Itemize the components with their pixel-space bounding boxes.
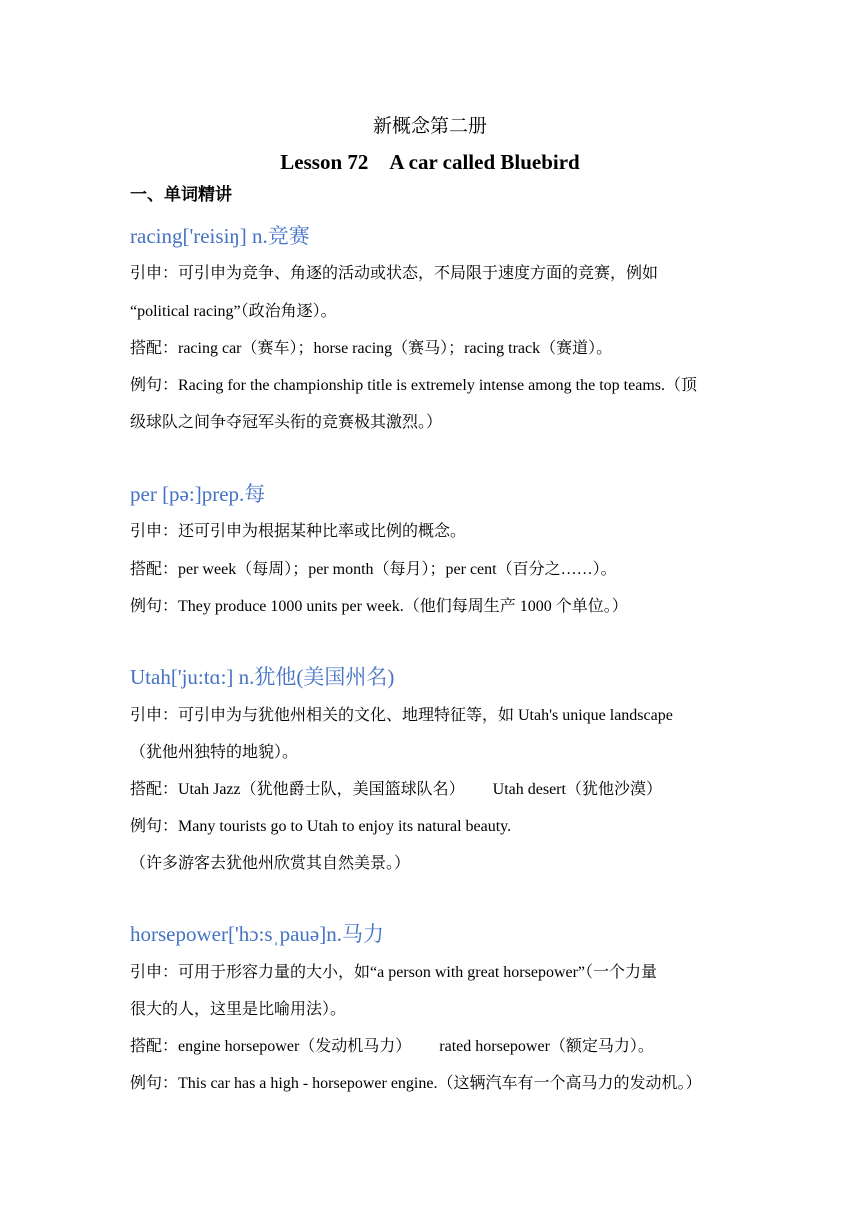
utah-example-line-2: （许多游客去犹他州欣赏其自然美景。） <box>130 855 411 872</box>
utah-collocation-part-1: 搭配：Utah Jazz（犹他爵士队，美国篮球队名） <box>130 781 465 798</box>
utah-extension-line-2: （犹他州独特的地貌）。 <box>130 744 299 761</box>
horsepower-collocation-part-1: 搭配：engine horsepower（发动机马力） <box>130 1038 412 1055</box>
racing-example-line-1: 例句：Racing for the championship title is extremely intense among the top teams.（顶 <box>130 377 697 394</box>
per-extension: 引申：还可引申为根据某种比率或比例的概念。 <box>130 523 467 540</box>
headword-racing: racing['reisiŋ] n.竞赛 <box>130 224 310 248</box>
horsepower-collocation-part-2: rated horsepower（额定马力）。 <box>439 1038 654 1055</box>
racing-collocation: 搭配：racing car（赛车）；horse racing（赛马）；racing track（赛道）。 <box>130 340 613 357</box>
horsepower-example: 例句：This car has a high - horsepower engine.（这辆汽车有一个高马力的发动机。） <box>130 1075 702 1092</box>
utah-extension-line-1: 引申：可引申为与犹他州相关的文化、地理特征等，如 Utah's unique landscape <box>130 707 673 724</box>
headword-utah: Utah['ju:tɑ:] n.犹他(美国州名) <box>130 665 395 689</box>
horsepower-collocation <box>130 1036 740 1058</box>
headword-per: per [pə:]prep.每 <box>130 482 266 506</box>
racing-example-line-2: 级球队之间争夺冠军头衔的竞赛极其激烈。） <box>130 414 443 431</box>
headword-horsepower: horsepower['hɔ:sˌpauə]n.马力 <box>130 922 384 946</box>
per-example: 例句：They produce 1000 units per week.（他们每周生产 1000 个单位。） <box>130 598 628 615</box>
per-collocation: 搭配：per week（每周）；per month（每月）；per cent（百分之……）。 <box>130 561 617 578</box>
utah-example-line-1: 例句：Many tourists go to Utah to enjoy its natural beauty. <box>130 818 512 835</box>
section-heading: 一、单词精讲 <box>130 185 232 204</box>
book-title: 新概念第二册 <box>372 116 487 137</box>
racing-extension-line-2: “political racing”（政治角逐）。 <box>130 303 337 320</box>
utah-collocation <box>130 779 740 801</box>
racing-extension-line-1: 引申：可引申为竞争、角逐的活动或状态，不局限于速度方面的竞赛，例如 <box>130 265 659 282</box>
horsepower-extension-line-2: 很大的人，这里是比喻用法）。 <box>130 1001 347 1018</box>
lesson-title: Lesson 72 A car called Bluebird <box>280 150 580 174</box>
horsepower-extension-line-1: 引申：可用于形容力量的大小，如“a person with great horsepower”（一个力量 <box>130 964 658 981</box>
utah-collocation-part-2: Utah desert（犹他沙漠） <box>492 781 662 798</box>
